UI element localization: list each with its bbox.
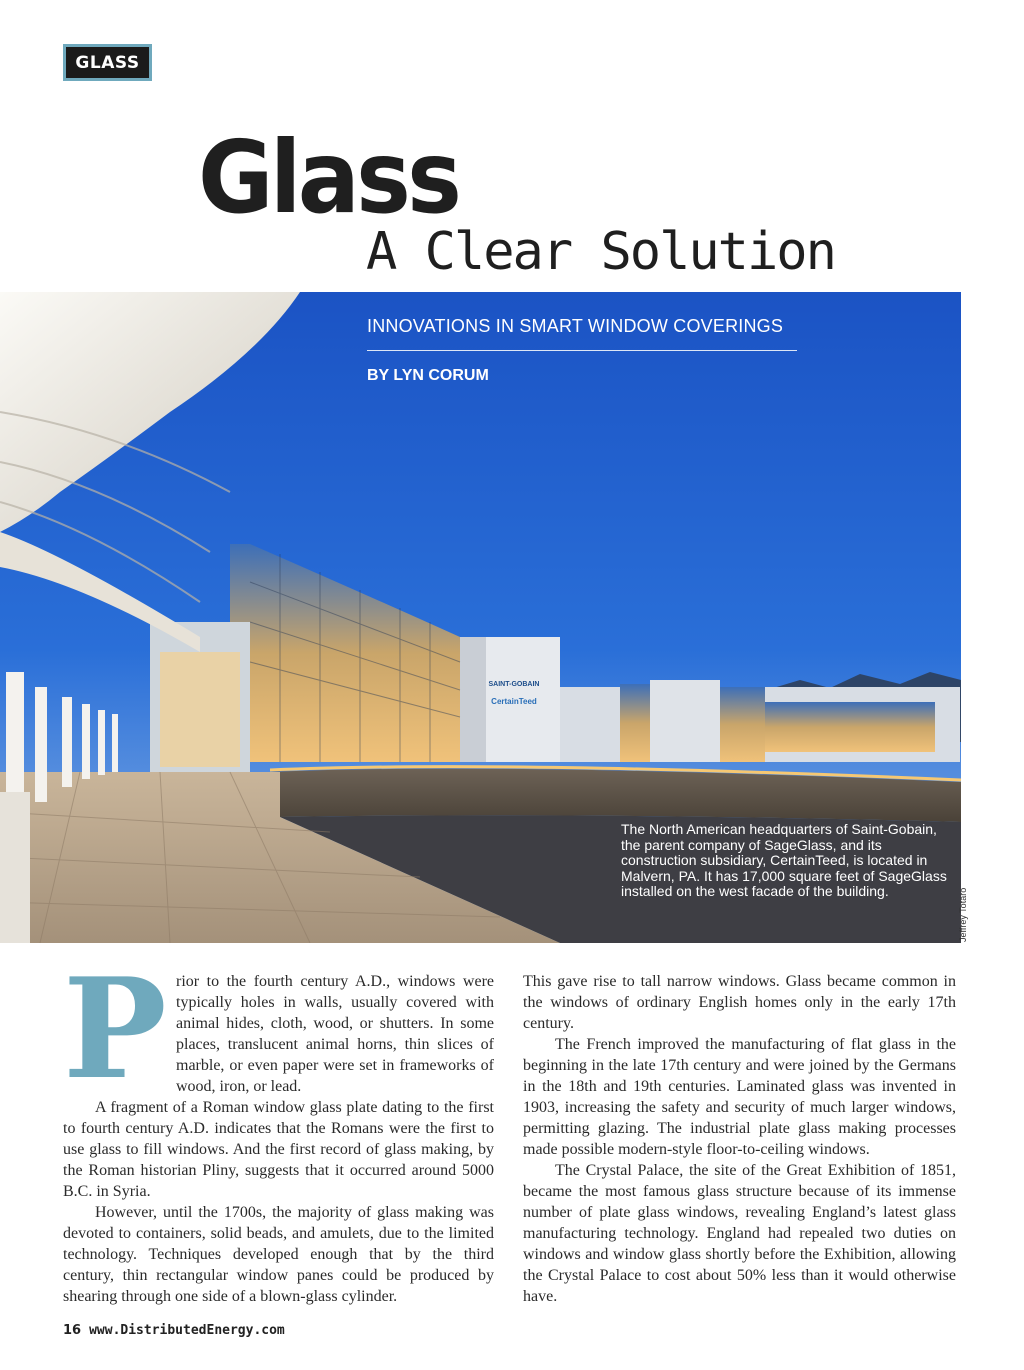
paragraph: However, until the 1700s, the majority of glass making was devoted to containers, solid beads, and amulets, due to the limited technology. Techniques developed enough that by the third century, thin rectangular window panes could be produced by shearing through one side of a blown-glass cylinder. xyxy=(63,1204,494,1305)
page-footer xyxy=(63,1323,285,1338)
page-number: 16 xyxy=(63,1323,82,1338)
sign-saint-gobain: SAINT-GOBAIN xyxy=(488,681,540,688)
paragraph: The Crystal Palace, the site of the Great Exhibition of 1851, became the most famous glass structure because of its immense number of plate glass windows, revealing England’s latest glass manufacturing technology. England had repealed two duties on windows and window glass shortly before the Exhibition, allowing the Crystal Palace to cost about 50% less than it would otherwise have. xyxy=(523,1162,956,1305)
photo-credit: Jeffrey Totaro xyxy=(958,887,968,942)
paragraph: This gave rise to tall narrow windows. Glass became common in the windows of ordinary English homes only in the early 17th century. xyxy=(523,973,956,1032)
kicker-divider xyxy=(367,350,797,351)
article-column-2 xyxy=(523,971,956,1307)
article-title: Glass xyxy=(198,119,459,236)
section-tag: GLASS xyxy=(63,44,152,81)
paragraph: Prior to the fourth century A.D., windows were typically holes in walls, usually covered with animal hides, cloth, wood, or shutters. In some places, translucent animal horns, thin slices of marble, or even paper were set in frameworks of wood, iron, or lead. xyxy=(63,947,494,1110)
kicker: INNOVATIONS IN SMART WINDOW COVERINGS xyxy=(367,316,784,336)
paragraph: The French improved the manufacturing of flat glass in the beginning in the late 17th century and were joined by the Germans in the 18th and 19th centuries. Laminated glass was invented in 1903, increasing the safety and security of much larger windows, permitting glazing. The industrial plate glass making processes made possible modern-style floor-to-ceiling windows. xyxy=(523,1036,956,1158)
photo-caption: The North American headquarters of Saint-Gobain, the parent company of SageGlass, and its construction subsidiary, CertainTeed, is located in Malvern, PA. It has 17,000 square feet of SageGlass installed on the west facade of the building. xyxy=(621,821,947,899)
byline: BY LYN CORUM xyxy=(367,367,489,384)
article-column-1 xyxy=(63,947,494,1307)
website-link[interactable]: www.DistributedEnergy.com xyxy=(89,1323,285,1338)
paragraph: A fragment of a Roman window glass plate dating to the first to fourth century A.D. indicates that the Romans were the first to use glass to fill windows. And the first record of glass making, by the Roman historian Pliny, suggests that it occurred around 5000 B.C. in Syria. xyxy=(63,1099,494,1200)
drop-cap: P xyxy=(63,947,167,1110)
article-subtitle: A Clear Solution xyxy=(366,222,835,282)
sign-certainteed: CertainTeed xyxy=(491,697,537,706)
